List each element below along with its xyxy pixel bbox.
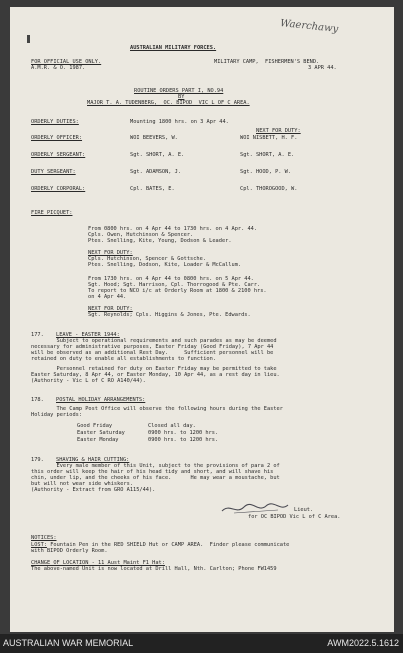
- archive-name: AUSTRALIAN WAR MEMORIAL: [3, 638, 134, 648]
- item-text-line: The Camp Post Office will observe the following hours during the Easter: [31, 406, 283, 412]
- item-text-line: Every male member of this Unit, subject to the provisions of para 2 of: [31, 463, 280, 469]
- official-use-line: FOR OFFICIAL USE ONLY.: [31, 59, 102, 65]
- duty-next: Sgt. HOOD, P. W.: [240, 169, 292, 175]
- duty-label: ORDERLY CORPORAL:: [31, 186, 86, 192]
- fire-picquet-next-heading: NEXT FOR DUTY:: [88, 250, 133, 256]
- item-number: 177.: [31, 332, 44, 338]
- amr-reference: A.M.R. & O. 1987.: [31, 65, 86, 71]
- fire-picquet-line: Sgt. Reynolds; Cpls. Higgins & Jones, Pte. Edwards.: [88, 312, 251, 318]
- next-for-duty-heading: NEXT FOR DUTY:: [256, 128, 301, 134]
- duty-current: Sgt. SHORT, A. E.: [130, 152, 185, 158]
- doc-date: 3 APR 44.: [308, 65, 337, 71]
- location-line: MILITARY CAMP, FISHERMEN'S BEND.: [214, 59, 320, 65]
- item-text-line: Easter Saturday, 8 Apr 44, or Easter Monday, 10 Apr 44, as a rest day in lieu.: [31, 372, 280, 378]
- item-text-line: Holiday periods:: [31, 412, 83, 418]
- item-heading: LEAVE - EASTER 1944:: [56, 332, 120, 338]
- orders-by: BY: [178, 94, 185, 100]
- lost-label: LOST:: [31, 542, 47, 548]
- duty-current: Sgt. ADAMSON, J.: [130, 169, 182, 175]
- schedule-hours: 0900 hrs. to 1200 hrs.: [148, 437, 219, 443]
- orderly-duties-value: Mounting 1800 hrs. on 3 Apr 44.: [130, 119, 229, 125]
- schedule-day: Good Friday: [77, 423, 113, 429]
- orderly-duties-label: ORDERLY DUTIES:: [31, 119, 79, 125]
- item-text-line: will be observed as an additional Rest Day. Sufficient personnel will be: [31, 350, 274, 356]
- duty-next: WOI NISBETT, H. F.: [240, 135, 298, 141]
- fire-picquet-line: Ptes. Snelling, Kite, Young, Dodson & Leader.: [88, 238, 232, 244]
- change-location-heading: CHANGE OF LOCATION - 11 Aust Maint F1 Hat:: [31, 560, 165, 566]
- handwritten-annotation: Waerchawy: [279, 17, 339, 36]
- item-heading: SHAVING & HAIR CUTTING:: [56, 457, 130, 463]
- fire-picquet-line: Cpls. Hutchinson, Spencer & Gottsche.: [88, 256, 206, 262]
- item-text-line: Subject to operational requirements and such parades as may be deemed: [31, 338, 277, 344]
- fire-picquet-line: To report to NCO i/c at Orderly Room at 1800 & 2100 hrs.: [88, 288, 267, 294]
- item-text-line: necessary for administrative purposes, Easter Friday (Good Friday), 7 Apr 44: [31, 344, 274, 350]
- duty-next: Sgt. SHORT, A. E.: [240, 152, 295, 158]
- fire-picquet-line: on 4 Apr 44.: [88, 294, 127, 300]
- fire-picquet-line: Ptes. Snelling, Dodson, Kite, Loader & McCallum.: [88, 262, 242, 268]
- duty-label: ORDERLY OFFICER:: [31, 135, 83, 141]
- duty-label: DUTY SERGEANT:: [31, 169, 76, 175]
- notices-heading: NOTICES:: [31, 535, 57, 541]
- doc-title: AUSTRALIAN MILITARY FORCES.: [130, 45, 217, 51]
- schedule-hours: Closed all day.: [148, 423, 196, 429]
- fire-picquet-heading: FIRE PICQUET:: [31, 210, 73, 216]
- item-number: 179.: [31, 457, 44, 463]
- orders-title: ROUTINE ORDERS PART I, NO.94: [134, 88, 224, 94]
- item-text-line: (Authority - Extract from GRO A115/44).: [31, 487, 156, 493]
- change-location-text: The above-named Unit is now located at Drill Hall, Nth. Carlton; Phone FW1459: [31, 566, 277, 572]
- duty-current: Cpl. BATES, E.: [130, 186, 175, 192]
- lost-text: Fountain Pen in the RED SHIELD Hut or CAMP AREA. Finder please communicate: [47, 542, 290, 548]
- fire-picquet-line: Sgt. Hood; Sgt. Harrison, Cpl. Thorrogood & Pte. Carr.: [88, 282, 261, 288]
- item-number: 178.: [31, 397, 44, 403]
- item-text-line: Personnel retained for duty on Easter Friday may be permitted to take: [31, 366, 277, 372]
- item-text-line: (Authority - Vic L of C RO A140/44).: [31, 378, 146, 384]
- archive-reference: AWM2022.5.1612: [327, 638, 399, 648]
- document-page: [10, 7, 394, 632]
- fire-picquet-next-heading: NEXT FOR DUTY:: [88, 306, 133, 312]
- item-text-line: chin, under lip, and the cheeks of his face. He may wear a moustache, but: [31, 475, 280, 481]
- item-text-line: this order will keep the hair of his head tidy and short, and will shave his: [31, 469, 274, 475]
- fire-picquet-line: From 0800 hrs. on 4 Apr 44 to 1730 hrs. on 4 Apr. 44.: [88, 226, 258, 232]
- duty-current: WOI BEEVERS, W.: [130, 135, 178, 141]
- fire-picquet-line: Cpls. Owen, Hutchinson & Spencer.: [88, 232, 194, 238]
- fire-picquet-line: From 1730 hrs. on 4 Apr 44 to 0800 hrs. on 5 Apr 44.: [88, 276, 254, 282]
- duty-next: Cpl. THOROGOOD, W.: [240, 186, 298, 192]
- item-text-line: but will not wear side whiskers.: [31, 481, 134, 487]
- orders-author: MAJOR T. A. TUDENBERG, OC. BIPOD VIC L OF C AREA.: [87, 100, 250, 106]
- schedule-day: Easter Monday: [77, 437, 119, 443]
- signature-rank: Lieut.: [294, 507, 314, 513]
- duty-label: ORDERLY SERGEANT:: [31, 152, 86, 158]
- lost-text-cont: with BIPOD Orderly Room.: [31, 548, 108, 554]
- item-heading: POSTAL HOLIDAY ARRANGEMENTS:: [56, 397, 146, 403]
- schedule-day: Easter Saturday: [77, 430, 125, 436]
- punch-hole: [27, 35, 30, 43]
- schedule-hours: 0900 hrs. to 1200 hrs.: [148, 430, 219, 436]
- signature-for-line: for OC BIPOD Vic L of C Area.: [248, 514, 341, 520]
- archive-footer: [0, 634, 403, 653]
- item-text-line: retained on duty to enable all establishments to function.: [31, 356, 216, 362]
